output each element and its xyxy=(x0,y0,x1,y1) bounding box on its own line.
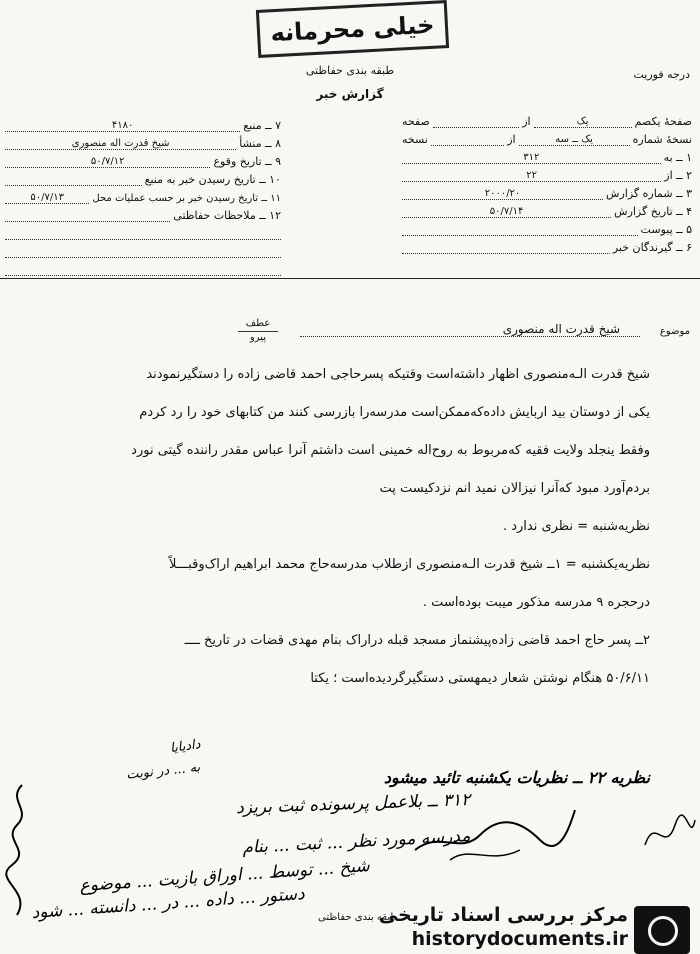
field-mid: از xyxy=(522,115,531,128)
body-line: وفقط ینجلد ولایت فقیه که‌مربوط به روح‌اله خمینی است داشتم آنرا عباس مقدر راننده گیتی نورد xyxy=(131,443,650,458)
body-line: بردم‌آورد مبود که‌آنرا نیزالان نمید انم نزدکیست پت xyxy=(379,481,650,496)
left-fields xyxy=(5,114,281,276)
field-label: ۲ ــ از xyxy=(664,169,692,182)
classification-bottom: طبقه بندی حفاظتی xyxy=(318,912,399,923)
body-line: یکی از دوستان بید اربایش داده‌که‌ممکن‌است مدرسه‌را بازرسی کنند من کتابهای خود را رد کردم xyxy=(139,405,650,420)
secrecy-stamp: خیلی محرمانه xyxy=(256,0,449,58)
field-to xyxy=(402,146,692,164)
field-label: ۵ ــ پیوست xyxy=(640,223,692,236)
signature-right xyxy=(410,800,580,870)
field-value: یک xyxy=(534,116,632,128)
field-value xyxy=(5,210,170,222)
handwritten-line-3: شیخ ... توسط ... اوراق بازیت ... موضوع xyxy=(79,856,371,897)
body-line: نظریه‌شنبه = نظری ندارد . xyxy=(502,519,650,534)
urgency-label: درجه فوریت xyxy=(633,68,690,81)
field-label: ۱۱ ــ تاریخ رسیدن خبر بر حسب عملیات محل xyxy=(92,193,281,204)
field-value: ۳۱۲ xyxy=(402,152,661,164)
body-line: درحجره ۹ مدرسه مذکور میبت بوده‌است . xyxy=(422,595,650,610)
field-label: ۶ ــ گیرندگان خبر xyxy=(612,241,692,254)
field-attachment xyxy=(402,218,692,236)
subject-value: شیخ قدرت اله منصوری xyxy=(300,322,640,337)
field-label: ۱۰ ــ تاریخ رسیدن خبر به منبع xyxy=(144,173,281,186)
archive-logo-icon xyxy=(634,906,690,954)
body-line: نظریه‌یکشنبه = ۱ــ شیخ قدرت الـه‌منصوری ازطلاب مدرسه‌حاج محمد ابراهیم اراک‌وقبـــلاً xyxy=(169,557,650,572)
field-end: نسخه xyxy=(401,133,428,146)
field-value: ۲۰۰۰/۲۰ xyxy=(402,188,603,200)
field-value: ۵۰/۷/۱۴ xyxy=(402,206,611,218)
body-line: شیخ قدرت الـه‌منصوری اظهار داشته‌است وقتیکه پسرحاجی احمد قاضی زاده را دستگیرنمودند xyxy=(146,367,650,382)
report-body xyxy=(40,356,650,698)
field-blank-1 xyxy=(5,222,281,240)
handwritten-note-second: به ... در نوبت xyxy=(125,760,201,783)
field-report-number xyxy=(402,182,692,200)
field-blank-3 xyxy=(5,258,281,276)
body-line: ۲ــ پسر حاج احمد قاضی زاده‌پیشنماز مسجد قبله دراراک بنام مهدی قضات در تاریخ ــــ xyxy=(184,633,650,648)
field-blank-2 xyxy=(5,240,281,258)
field-end: صفحه xyxy=(401,115,430,128)
field-value xyxy=(402,242,610,254)
body-line: ۵۰/۶/۱۱ هنگام نوشتن شعار دیمهستی دستگیرگردیده‌است ؛ یکتا xyxy=(310,671,650,686)
right-fields xyxy=(402,110,692,254)
report-title: گزارش خبر xyxy=(316,87,384,101)
field-value xyxy=(402,224,638,236)
field-label: نسخهٔ شماره xyxy=(632,133,692,146)
field-dots xyxy=(431,134,504,146)
field-event-date xyxy=(5,150,281,168)
field-label: صفحهٔ یکصم xyxy=(634,115,692,128)
follow-up-label: پیرو xyxy=(238,331,278,343)
divider xyxy=(0,278,700,279)
field-value: ۴۱۸۰ xyxy=(5,120,240,132)
field-label: ۱ ــ به xyxy=(663,151,692,164)
field-dots xyxy=(433,116,519,128)
field-label: ۱۲ ــ ملاحظات حفاظتی xyxy=(173,209,281,222)
field-copy xyxy=(402,128,692,146)
field-label: ۴ ــ تاریخ گزارش xyxy=(614,205,692,218)
field-origin xyxy=(5,132,281,150)
field-label: ۸ ــ منشأ xyxy=(239,137,281,150)
watermark-title: مرکز بررسی اسناد تاریخی xyxy=(378,904,628,926)
handwritten-line-4: دستور ... داده ... در ... دانسته ... شود xyxy=(31,884,306,924)
field-source-received xyxy=(5,168,281,186)
field-value xyxy=(5,174,142,186)
field-security-notes xyxy=(5,204,281,222)
field-mid: از xyxy=(507,133,516,146)
reference-box xyxy=(238,318,278,343)
field-value: یک ــ سه xyxy=(519,134,630,146)
watermark-url[interactable]: historydocuments.ir xyxy=(411,928,628,950)
field-from xyxy=(402,164,692,182)
handwritten-endorsement: نظریه ۲۲ ــ نظریات یکشنبه تائید میشود xyxy=(383,768,650,787)
field-report-date xyxy=(402,200,692,218)
field-dots xyxy=(5,246,281,258)
field-page xyxy=(402,110,692,128)
reference-label: عطف xyxy=(245,318,271,329)
field-recipients xyxy=(402,236,692,254)
field-dots xyxy=(5,264,281,276)
field-source xyxy=(5,114,281,132)
handwritten-line-1: ۳۱۲ ــ بلاعمل پرسونده ثبت بریزد xyxy=(235,790,471,819)
field-value: ۲۲ xyxy=(402,170,661,182)
field-label: ۷ ــ منبع xyxy=(243,119,281,132)
margin-scribble xyxy=(2,780,42,920)
signature-left xyxy=(640,805,700,865)
classification-top: طبقه بندی حفاظتی xyxy=(305,64,395,77)
handwritten-line-2: مدرسه مورد نظر ... ثبت ... بنام xyxy=(241,826,471,858)
field-value: ۵۰/۷/۱۳ xyxy=(5,192,89,204)
field-label: ۹ ــ تاریخ وقوع xyxy=(213,155,281,168)
subject-label: موضوع xyxy=(659,326,690,337)
field-value: شیخ قدرت اله منصوری xyxy=(5,138,236,150)
field-ops-received xyxy=(5,186,281,204)
field-dots xyxy=(5,228,281,240)
field-label: ۳ ــ شماره گزارش xyxy=(606,187,692,200)
handwritten-note-top: دادیایا xyxy=(168,737,202,757)
field-value: ۵۰/۷/۱۲ xyxy=(5,156,210,168)
